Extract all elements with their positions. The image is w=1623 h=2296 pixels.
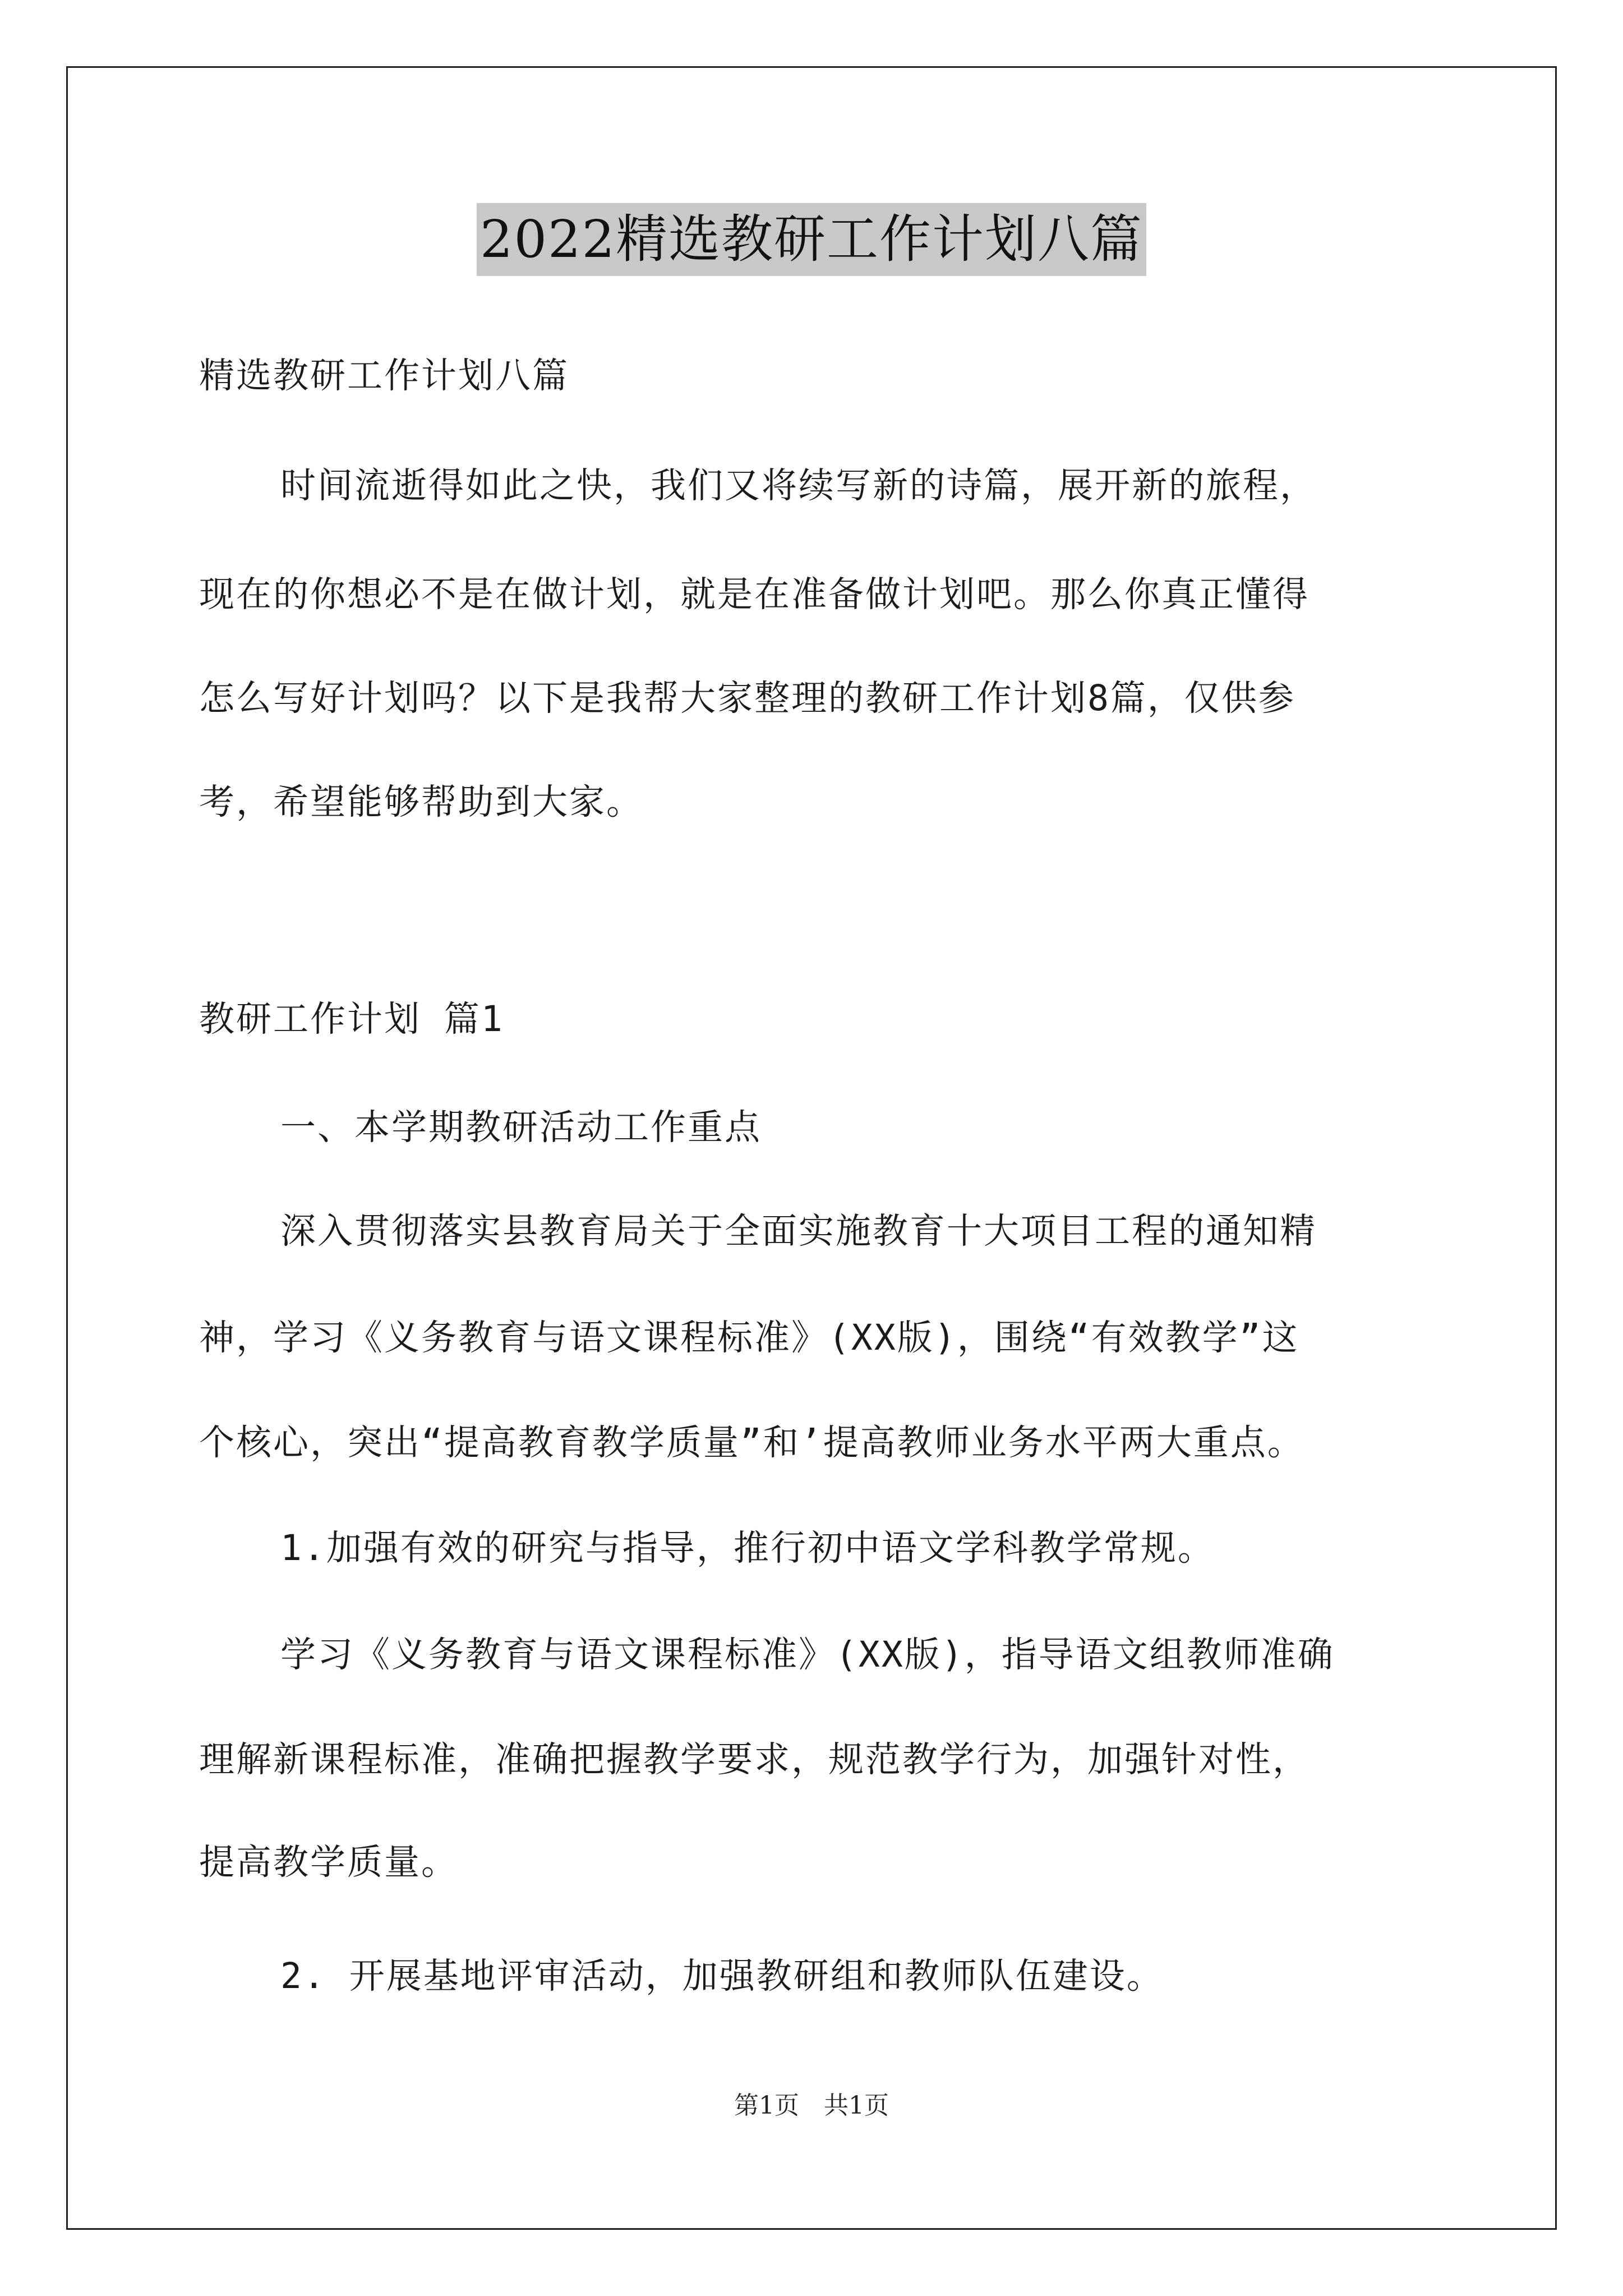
paragraph-line: 提高教学质量。 [199, 1842, 458, 1883]
paragraph-line: 学习《义务教育与语文课程标准》(XX版)，指导语文组教师准确 [280, 1634, 1335, 1675]
paragraph-line: 时间流逝得如此之快，我们又将续写新的诗篇，展开新的旅程， [280, 465, 1317, 506]
paragraph-line: 考，希望能够帮助到大家。 [199, 781, 643, 822]
paragraph-line: 怎么写好计划吗？以下是我帮大家整理的教研工作计划8篇，仅供参 [199, 678, 1295, 719]
page-footer: 第1页 共1页 [734, 2091, 889, 2120]
paragraph-line: 神，学习《义务教育与语文课程标准》(XX版)，围绕“有效教学”这 [199, 1317, 1299, 1358]
paragraph-line: 个核心，突出“提高教育教学质量”和’提高教师业务水平两大重点。 [199, 1422, 1304, 1463]
title-wrap [0, 203, 1623, 276]
subtitle-line: 精选教研工作计划八篇 [199, 355, 569, 396]
paragraph-line: 理解新课程标准，准确把握教学要求，规范教学行为，加强针对性， [199, 1739, 1310, 1780]
paragraph-line: 2. 开展基地评审活动，加强教研组和教师队伍建设。 [280, 1955, 1164, 1996]
document-title: 2022精选教研工作计划八篇 [477, 203, 1146, 276]
paragraph-line: 1.加强有效的研究与指导，推行初中语文学科教学常规。 [280, 1527, 1215, 1568]
paragraph-line: 深入贯彻落实县教育局关于全面实施教育十大项目工程的通知精 [280, 1211, 1317, 1251]
section-heading: 教研工作计划 篇1 [199, 999, 504, 1039]
paragraph-line: 一、本学期教研活动工作重点 [280, 1107, 762, 1148]
paragraph-line: 现在的你想必不是在做计划，就是在准备做计划吧。那么你真正懂得 [199, 574, 1310, 615]
